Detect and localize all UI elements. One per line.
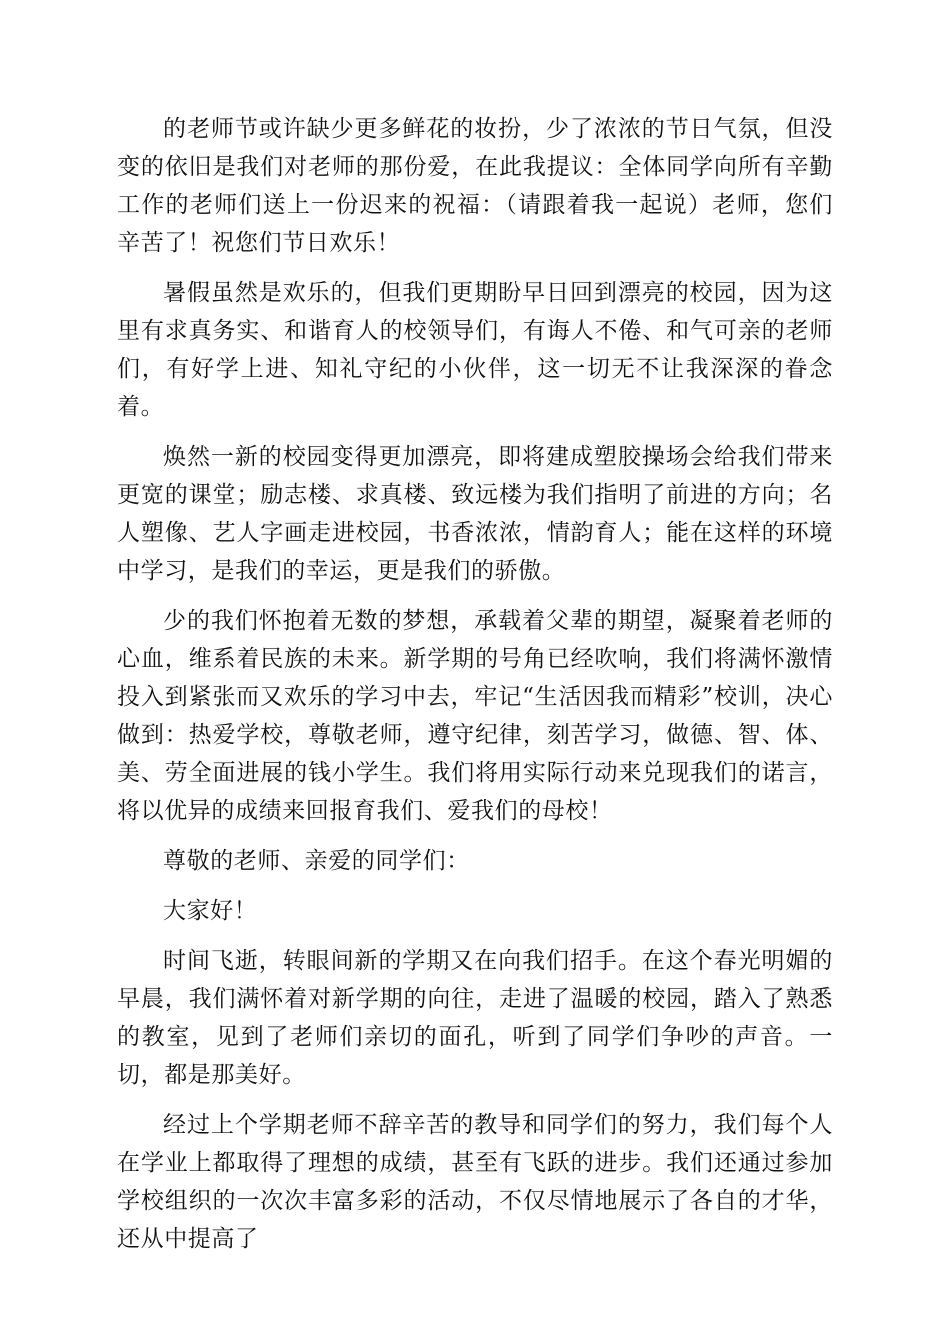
greeting: 大家好！: [163, 898, 258, 924]
paragraph: 的老师节或许缺少更多鲜花的妆扮，少了浓浓的节日气氛，但没变的依旧是我们对老师的那份爱，在此我提议：全体同学向所有辛勤工作的老师们送上一份迟来的祝福：（请跟着我一起说）老师，您们辛苦了！祝您们节日欢乐！: [117, 116, 833, 256]
salutation: 尊敬的老师、亲爱的同学们：: [163, 848, 470, 874]
paragraph: 少的我们怀抱着无数的梦想，承载着父辈的期望，凝聚着老师的心血，维系着民族的未来。新学期的号角已经吹响，我们将满怀激情投入到紧张而又欢乐的学习中去，牢记“生活因我而精彩”校训，决心做到：热爱学校，尊敬老师，遵守纪律，刻苦学习，做德、智、体、美、劳全面进展的钱小学生。我们将用实际行动来兑现我们的诺言，将以优异的成绩来回报育我们、爱我们的母校！: [117, 608, 833, 824]
paragraph: 焕然一新的校园变得更加漂亮，即将建成塑胶操场会给我们带来更宽的课堂；励志楼、求真楼、致远楼为我们指明了前进的方向；名人塑像、艺人字画走进校园，书香浓浓，情韵育人；能在这样的环境中学习，是我们的幸运，更是我们的骄傲。: [117, 444, 833, 584]
paragraph: 经过上个学期老师不辞辛苦的教导和同学们的努力，我们每个人在学业上都取得了理想的成绩，甚至有飞跃的进步。我们还通过参加学校组织的一次次丰富多彩的活动，不仅尽情地展示了各自的才华，还从中提高了: [117, 1112, 833, 1252]
paragraph: 暑假虽然是欢乐的，但我们更期盼早日回到漂亮的校园，因为这里有求真务实、和谐育人的校领导们，有诲人不倦、和气可亲的老师们，有好学上进、知礼守纪的小伙伴，这一切无不让我深深的眷念着。: [117, 280, 833, 420]
paragraph: 时间飞逝，转眼间新的学期又在向我们招手。在这个春光明媚的早晨，我们满怀着对新学期的向往，走进了温暖的校园，踏入了熟悉的教室，见到了老师们亲切的面孔，听到了同学们争吵的声音。一切，都是那美好。: [117, 948, 833, 1088]
document-body: [117, 110, 833, 1270]
